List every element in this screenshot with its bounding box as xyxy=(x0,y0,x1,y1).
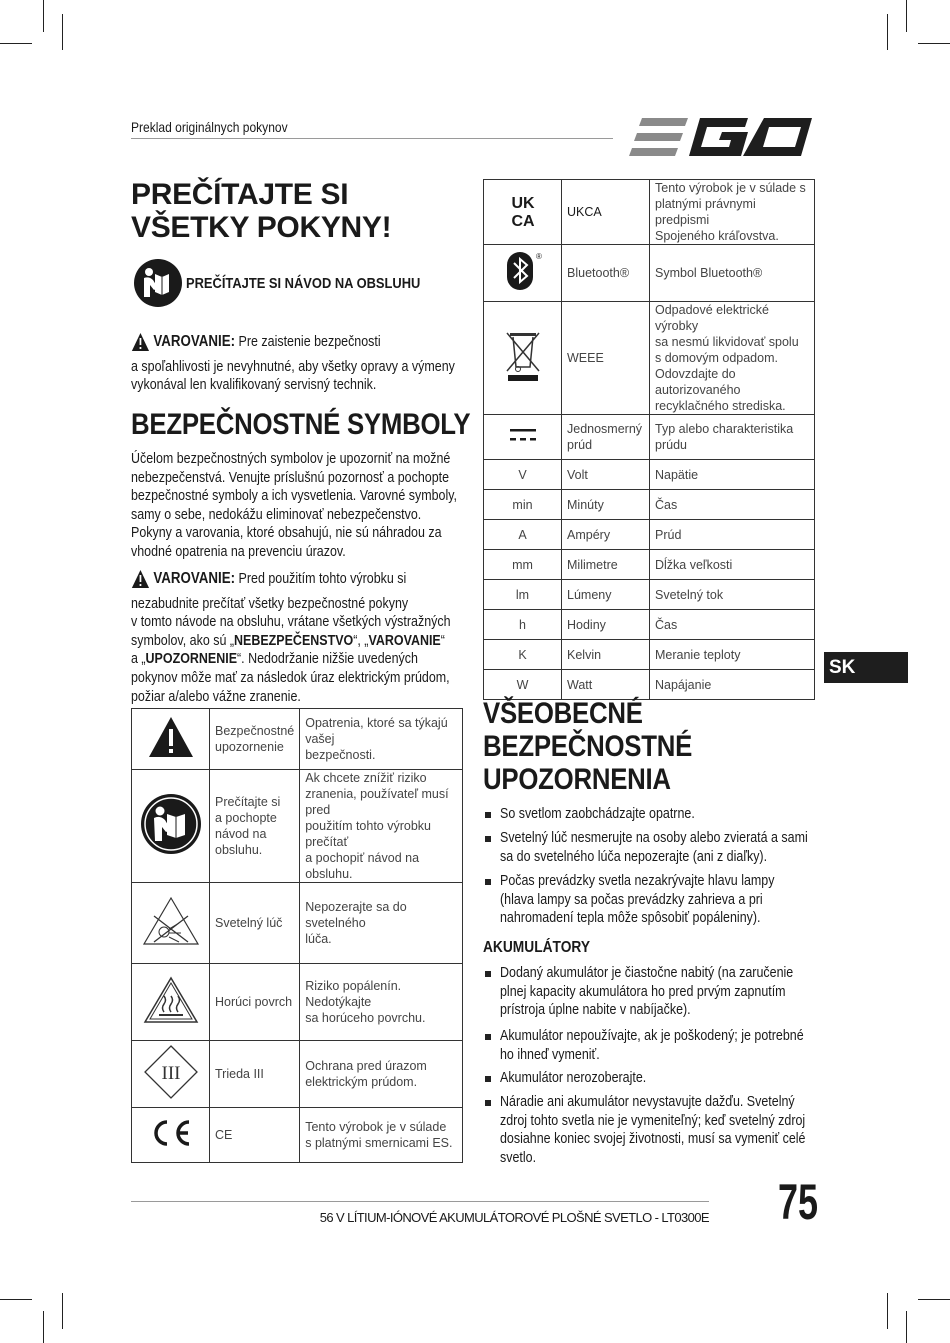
ce-mark-icon xyxy=(149,1118,193,1148)
unit-symbol: A xyxy=(484,520,562,550)
unit-name: WEEE xyxy=(562,302,650,415)
intro-line: Pokyny a varovania, ktoré obsahujú, nie sú náhradou za xyxy=(131,525,442,542)
bullet xyxy=(485,879,491,885)
unit-symbol: lm xyxy=(484,580,562,610)
crop-mark xyxy=(62,1293,63,1329)
table-row xyxy=(484,245,815,302)
warning-text-line: Pre zaistenie bezpečnosti xyxy=(238,333,381,350)
language-tab-label: SK xyxy=(829,657,856,678)
symbol-name: a pochopte xyxy=(215,811,277,825)
unit-desc: s domovým odpadom. xyxy=(655,351,778,365)
symbol-desc: Ak chcete znížiť riziko xyxy=(305,771,427,785)
crop-mark xyxy=(906,0,907,32)
crop-mark xyxy=(918,1299,950,1300)
unit-desc: Napätie xyxy=(650,460,815,490)
svg-text:UK: UK xyxy=(510,195,535,212)
battery-title: AKUMULÁTORY xyxy=(483,939,591,956)
intro-line: vhodné opatrenia na prevenciu úrazov. xyxy=(131,543,346,560)
unit-name: Ampéry xyxy=(562,520,650,550)
header-subtitle: Preklad originálnych pokynov xyxy=(131,119,288,135)
table-row xyxy=(132,883,463,964)
page-number: 75 xyxy=(778,1174,819,1230)
warning-triangle-icon xyxy=(131,332,150,352)
hot-surface-icon xyxy=(143,976,199,1024)
warning-text-line: požiar a/alebo vážne zranenie. xyxy=(131,688,301,705)
table-row xyxy=(132,1041,463,1108)
unit-desc: Čas xyxy=(650,490,815,520)
symbol-desc: bezpečnosti. xyxy=(305,748,376,762)
symbol-desc: Opatrenia, ktoré sa týkajú vašej xyxy=(305,716,448,746)
unit-desc: Meranie teploty xyxy=(650,640,815,670)
warning-triangle-icon xyxy=(131,569,150,589)
symbol-desc: lúča. xyxy=(305,932,332,946)
symbol-desc: a pochopiť návod na obsluhu. xyxy=(305,851,420,881)
symbol-name: Horúci povrch xyxy=(215,995,293,1009)
list-item: So svetlom zaobchádzajte opatrne. xyxy=(500,806,695,822)
symbol-name: Svetelný lúč xyxy=(215,916,283,930)
symbol-desc: zranenia, používateľ musí pred xyxy=(305,787,449,817)
unit-name: prúd xyxy=(567,438,593,452)
light-beam-icon xyxy=(142,896,200,946)
warning-text-line: vykonával len kvalifikovaný servisný technik. xyxy=(131,377,377,394)
unit-desc: sa nesmú likvidovať spolu xyxy=(655,335,799,349)
symbol-desc: sa horúceho povrchu. xyxy=(305,1011,426,1025)
unit-desc: Typ alebo charakteristika prúdu xyxy=(650,415,815,460)
weee-bin-icon xyxy=(505,329,541,383)
list-item: Náradie ani akumulátor nevystavujte dažďu. Svetelný zdroj tohto svetla nie je vymeniteľný; keď svetelný zdroj dosiahne koniec svojej životnosti, musí sa vymeniť celé svetlo. xyxy=(500,1094,806,1166)
unit-symbol: min xyxy=(484,490,562,520)
symbols-intro xyxy=(131,450,457,562)
crop-mark xyxy=(0,43,32,44)
intro-line: bezpečnostné symboly a ich vysvetlenia. Varovné symboly, xyxy=(131,488,457,505)
svg-text:CA: CA xyxy=(510,213,535,228)
list-item: Akumulátor nerozoberajte. xyxy=(500,1070,647,1086)
warning-text-line: symbolov, ako sú „NEBEZPEČENSTVO“, „VAROVANIE“ xyxy=(131,632,445,649)
crop-mark xyxy=(0,1299,32,1300)
unit-desc: platnými právnymi predpismi xyxy=(655,197,756,227)
bullet xyxy=(485,1100,491,1106)
warning-text-line: pokynov môže mať za následok úraz elektrickým prúdom, xyxy=(131,669,450,686)
table-row xyxy=(132,964,463,1041)
unit-desc: Čas xyxy=(650,610,815,640)
bluetooth-icon xyxy=(503,249,543,293)
direct-current-icon xyxy=(508,426,538,444)
read-manual-icon xyxy=(133,258,183,313)
bullet xyxy=(485,1076,491,1082)
unit-symbol: W xyxy=(484,670,562,700)
units-table xyxy=(483,179,815,700)
unit-desc: Symbol Bluetooth® xyxy=(650,245,815,302)
warning-text-line: a „UPOZORNENIE“. Nedodržanie nižšie uvedených xyxy=(131,651,418,668)
table-row xyxy=(484,670,815,700)
warning-block-1 xyxy=(131,332,455,395)
list-item: Akumulátor nepoužívajte, ak je poškodený; je potrebné ho ihneď vymeniť. xyxy=(500,1028,804,1063)
unit-desc: recyklačného strediska. xyxy=(655,399,786,413)
unit-desc: Dĺžka veľkosti xyxy=(650,550,815,580)
symbol-desc: použitím tohto výrobku prečítať xyxy=(305,819,431,849)
unit-desc: Tento výrobok je v súlade s xyxy=(655,181,806,195)
warning-block-2 xyxy=(131,569,451,706)
bullet xyxy=(485,1034,491,1040)
page-title: PREČÍTAJTE SI VŠETKY POKYNY! xyxy=(131,178,392,244)
unit-name: Volt xyxy=(562,460,650,490)
intro-line: Účelom bezpečnostných symbolov je upozorniť na možné xyxy=(131,451,451,467)
bullet xyxy=(485,836,491,842)
symbol-name: Bezpečnostné xyxy=(215,724,295,738)
symbol-name: CE xyxy=(215,1128,233,1142)
icon-cell xyxy=(132,709,210,770)
crop-mark xyxy=(43,1311,44,1343)
unit-name: Watt xyxy=(562,670,650,700)
unit-name: Kelvin xyxy=(562,640,650,670)
crop-mark xyxy=(43,0,44,32)
symbol-name: obsluhu. xyxy=(215,843,263,857)
unit-desc: Odovzdajte do autorizovaného xyxy=(655,367,741,397)
unit-name: Bluetooth® xyxy=(562,245,650,302)
unit-symbol: mm xyxy=(484,550,562,580)
table-row xyxy=(484,640,815,670)
unit-name: Milimetre xyxy=(562,550,650,580)
symbols-title: BEZPEČNOSTNÉ SYMBOLY xyxy=(131,408,471,441)
warning-text-line: nezabudnite prečítať všetky bezpečnostné pokyny xyxy=(131,595,409,612)
symbol-name: Prečítajte si xyxy=(215,795,281,809)
crop-mark xyxy=(887,14,888,50)
unit-desc: Spojeného kráľovstva. xyxy=(655,229,779,243)
crop-mark xyxy=(918,43,950,44)
crop-mark xyxy=(906,1311,907,1343)
ukca-icon xyxy=(506,192,540,228)
symbol-desc: Ochrana pred úrazom xyxy=(305,1059,427,1073)
warning-label: VAROVANIE: xyxy=(153,569,236,587)
symbol-name: upozornenie xyxy=(215,740,284,754)
safety-symbols-table xyxy=(131,708,463,1163)
svg-text:III: III xyxy=(161,1063,180,1084)
table-row xyxy=(484,580,815,610)
unit-desc: Napájanie xyxy=(650,670,815,700)
footer-product: 56 V LÍTIUM-IÓNOVÉ AKUMULÁTOROVÉ PLOŠNÉ SVETLO - LT0300E xyxy=(319,1210,709,1225)
symbol-name: Trieda III xyxy=(215,1067,264,1081)
unit-symbol: K xyxy=(484,640,562,670)
warning-text-line: Pred použitím tohto výrobku si xyxy=(238,570,407,587)
unit-name: Jednosmerný xyxy=(567,422,643,436)
table-row xyxy=(484,415,815,460)
svg-text:®: ® xyxy=(535,252,542,261)
symbol-desc: Riziko popálenín. Nedotýkajte xyxy=(305,979,402,1009)
unit-name: UKCA xyxy=(562,180,650,245)
table-row xyxy=(484,520,815,550)
class-iii-icon xyxy=(143,1044,199,1100)
unit-name: Hodiny xyxy=(562,610,650,640)
symbol-desc: Tento výrobok je v súlade xyxy=(305,1120,447,1134)
warning-text-line: v tomto návode na obsluhu, vrátane všetkých výstražných xyxy=(131,614,451,631)
footer-rule xyxy=(131,1201,709,1202)
header-rule xyxy=(131,138,613,139)
bullet xyxy=(485,971,491,977)
symbol-desc: s platnými smernicami ES. xyxy=(305,1136,453,1150)
table-row xyxy=(484,610,815,640)
table-row xyxy=(484,460,815,490)
table-row xyxy=(484,490,815,520)
general-safety-title: VŠEOBECNÉ BEZPEČNOSTNÉ UPOZORNENIA xyxy=(483,697,693,796)
table-row xyxy=(132,1108,463,1163)
list-item: Počas prevádzky svetla nezakrývajte hlavu lampy (hlava lampy sa počas prevádzky zahrieva a pri nahromadení tepla môže spôsobiť popáleniny). xyxy=(500,873,775,927)
unit-desc: Prúd xyxy=(650,520,815,550)
unit-symbol: h xyxy=(484,610,562,640)
crop-mark xyxy=(62,14,63,50)
list-item: Dodaný akumulátor je čiastočne nabitý (na zaručenie plnej kapacity akumulátora ho pred prvým zapnutím prístroja úplne nabite v nabíjačke). xyxy=(500,965,794,1019)
table-row xyxy=(132,709,463,770)
unit-desc: Odpadové elektrické výrobky xyxy=(655,303,769,333)
read-manual-icon xyxy=(140,793,202,855)
unit-desc: Svetelný tok xyxy=(650,580,815,610)
symbol-desc: elektrickým prúdom. xyxy=(305,1075,418,1089)
table-row xyxy=(484,550,815,580)
bullet xyxy=(485,812,491,818)
intro-line: samy o sebe, nedokážu eliminovať nebezpečenstvo. xyxy=(131,506,422,523)
unit-name: Minúty xyxy=(562,490,650,520)
table-row xyxy=(484,302,815,415)
table-row xyxy=(484,180,815,245)
warning-text-line: a spoľahlivosti je nevyhnutné, aby všetky opravy a výmeny xyxy=(131,358,455,375)
crop-mark xyxy=(887,1293,888,1329)
manual-heading: PREČÍTAJTE SI NÁVOD NA OBSLUHU xyxy=(186,275,421,292)
unit-name: Lúmeny xyxy=(562,580,650,610)
list-item: Svetelný lúč nesmerujte na osoby alebo zvieratá a sami sa do svetelného lúča nepozerajte (ani z diaľky). xyxy=(500,830,808,865)
table-row xyxy=(132,770,463,883)
warning-label: VAROVANIE: xyxy=(153,332,236,350)
unit-symbol: V xyxy=(484,460,562,490)
warning-triangle-icon xyxy=(148,716,194,758)
intro-line: nebezpečenstvá. Venujte príslušnú pozornosť a pochopte xyxy=(131,469,450,486)
ego-logo xyxy=(628,116,814,165)
symbol-desc: Nepozerajte sa do svetelného xyxy=(305,900,407,930)
symbol-name: návod na xyxy=(215,827,267,841)
language-tab xyxy=(824,652,908,683)
